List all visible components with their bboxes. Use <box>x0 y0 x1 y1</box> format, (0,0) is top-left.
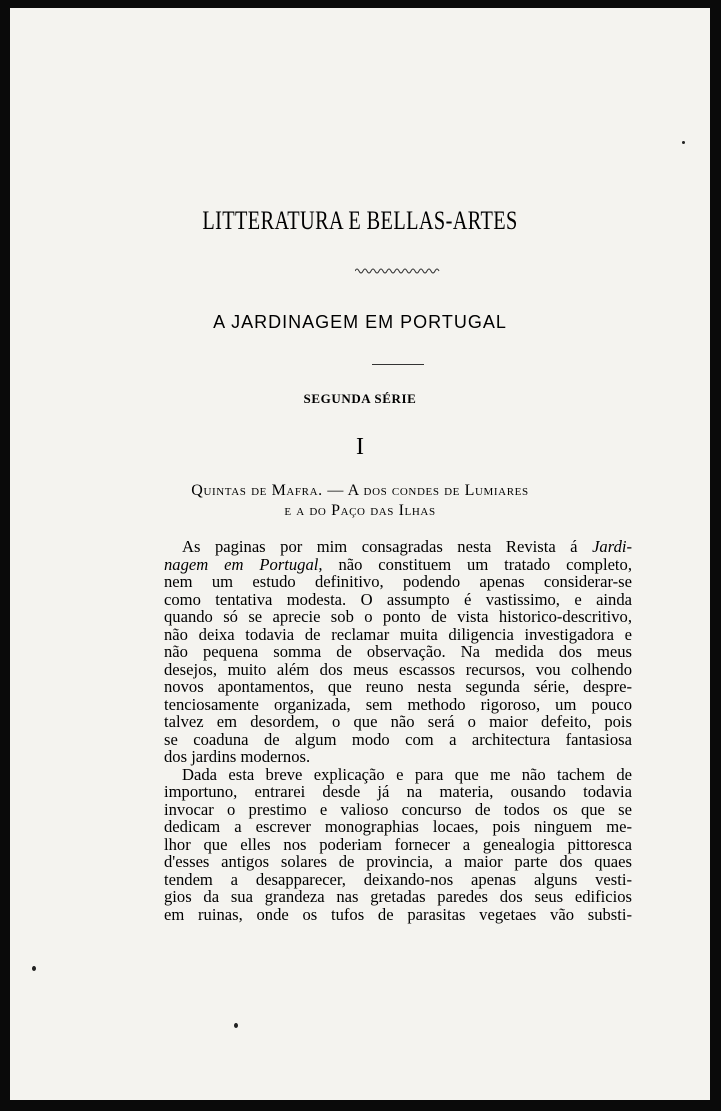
text-line: desejos, muito além dos meus escassos recursos, vou colhendo <box>164 659 632 679</box>
chapter-subtitle-line-1: Quintas de Mafra. — A dos condes de Lumiares <box>191 482 529 499</box>
text-line: em ruinas, onde os tufos de parasitas vegetaes vão substi- <box>164 904 632 924</box>
text-line: não deixa todavia de reclamar muita diligencia investigadora e <box>164 624 632 644</box>
ink-speck <box>32 966 36 971</box>
text-line: importuno, entrarei desde já na materia, ousando todavia <box>164 782 632 801</box>
section-title: LITTERATURA E BELLAS-ARTES <box>202 206 518 235</box>
article-title: A JARDINAGEM EM PORTUGAL <box>213 312 507 332</box>
divider-rule <box>372 364 424 365</box>
text-line: dedicam a escrever monographias locaes, pois ninguem me- <box>164 817 632 836</box>
text-line: quando só se aprecie sob o ponto de vista historico-descritivo, <box>164 607 632 626</box>
text-line: As paginas por mim consagradas nesta Revista á Jardi- <box>182 537 632 556</box>
text-line: dos jardins modernos. <box>164 747 311 766</box>
text-line: se coaduna de algum modo com a architectura fantasiosa <box>164 729 632 749</box>
text-line: Dada esta breve explicação e para que me não tachem de <box>182 764 632 784</box>
chapter-subtitle-line-2: e a do Paço das Ilhas <box>284 502 436 519</box>
text-line: novos apontamentos, que reuno nesta segunda série, despre- <box>164 677 632 696</box>
text-line: d'esses antigos solares de provincia, a maior parte dos quaes <box>164 852 632 871</box>
text-line: talvez em desordem, o que não será o maior defeito, pois <box>164 712 632 731</box>
ink-speck <box>682 141 685 144</box>
document-page <box>10 8 710 1100</box>
chapter-numeral: I <box>356 434 364 460</box>
wavy-ornament <box>355 266 441 276</box>
text-line: gios da sua grandeza nas gretadas paredes dos seus edificios <box>164 887 632 906</box>
text-line: lhor que elles nos poderiam fornecer a genealogia pittoresca <box>164 834 632 854</box>
text-line: nem um estudo definitivo, podendo apenas considerar-se <box>164 572 632 591</box>
text-line: nagem em Portugal, não constituem um tratado completo, <box>164 554 632 574</box>
series-label: SEGUNDA SÉRIE <box>303 391 417 406</box>
text-line: tenciosamente organizada, sem methodo rigoroso, um pouco <box>164 694 632 714</box>
body-text <box>164 538 632 923</box>
ink-speck <box>234 1023 238 1028</box>
text-line: invocar o prestimo e valioso concurso de todos os que se <box>164 799 632 819</box>
text-line: como tentativa modesta. O assumpto é vastissimo, e ainda <box>164 589 632 609</box>
text-line: tendem a desapparecer, deixando-nos apenas alguns vesti- <box>164 869 632 889</box>
text-line: não pequena somma de observação. Na medida dos meus <box>164 642 632 661</box>
